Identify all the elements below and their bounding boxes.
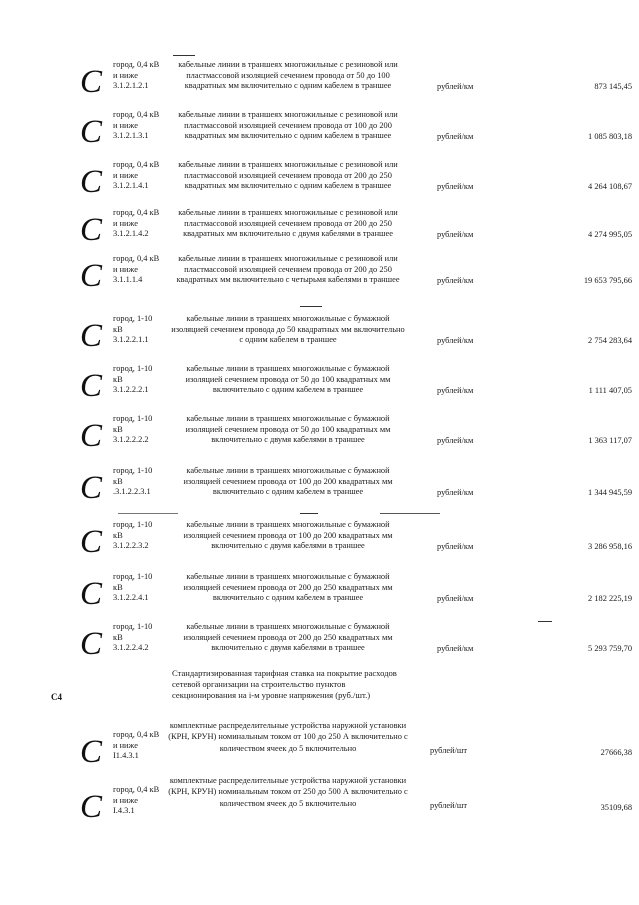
scan-line xyxy=(173,55,195,56)
work-description: кабельные линии в траншеях многожильные с резиновой или пластмассовой изоляцией сечением провода от 100 до 200 квадратных мм включительно с одним кабелем в траншее xyxy=(178,110,398,141)
rate-symbol: C xyxy=(80,470,103,506)
scan-line xyxy=(380,513,440,514)
voltage-level-code: город, 1-10 кВ 3.1.2.2.2.2 xyxy=(113,414,153,444)
voltage-level-code: город, 1-10 кВ 3.1.2.2.1.1 xyxy=(113,314,153,344)
work-description: кабельные линии в траншеях многожильные с бумажной изоляцией сечением провода от 200 до 250 квадратных мм включительно с одним кабелем в траншее xyxy=(183,572,393,603)
unit-label: рублей/км xyxy=(437,488,474,497)
unit-label: рублей/км xyxy=(437,644,474,653)
unit-label: рублей/км xyxy=(437,594,474,603)
rate-symbol: C xyxy=(80,114,103,150)
voltage-level-code: город, 1-10 кВ 3.1.2.2.4.1 xyxy=(113,572,153,602)
unit-label: рублей/шт xyxy=(430,801,468,810)
unit-label: рублей/км xyxy=(437,436,474,445)
rate-value: 2 182 225,19 xyxy=(588,594,632,603)
rate-symbol: C xyxy=(80,524,103,560)
scan-line xyxy=(300,306,322,307)
rate-value: 1 085 803,18 xyxy=(588,132,632,141)
rate-value: 1 363 117,07 xyxy=(588,436,632,445)
rate-value: 1 344 945,59 xyxy=(588,488,632,497)
unit-label: рублей/км xyxy=(437,230,474,239)
voltage-level-code: город, 0,4 кВ и ниже 3.1.2.1.4.2 xyxy=(113,208,160,238)
rate-value: 4 264 108,67 xyxy=(588,182,632,191)
section-heading: Стандартизированная тарифная ставка на покрытие расходов сетевой организации на строительство пунктов секционирования на i-м уровне напряжения (руб./шт.) xyxy=(172,668,397,700)
rate-symbol: C xyxy=(80,318,103,354)
rate-symbol: C xyxy=(80,368,103,404)
rate-value: 3 286 958,16 xyxy=(588,542,632,551)
rate-value: 35109,68 xyxy=(600,803,632,812)
work-description: кабельные линии в траншеях многожильные с резиновой или пластмассовой изоляцией сечением провода от 200 до 250 квадратных мм включительно с двумя кабелями в траншее xyxy=(178,208,398,239)
work-description: кабельные линии в траншеях многожильные с бумажной изоляцией сечением провода от 50 до 100 квадратных мм включительно с двумя кабелями в траншее xyxy=(185,414,391,445)
work-description: комплектные распределительные устройства наружной установки (КРН, КРУН) номинальным током от 250 до 500 А включительно с количеством ячеек до 5 включительно xyxy=(168,776,408,808)
unit-label: рублей/км xyxy=(437,182,474,191)
rate-symbol: C xyxy=(80,734,103,770)
unit-label: рублей/км xyxy=(437,276,474,285)
work-description: кабельные линии в траншеях многожильные с бумажной изоляцией сечением провода от 100 до 200 квадратных мм включительно с двумя кабелями в траншее xyxy=(183,520,393,551)
work-description: кабельные линии в траншеях многожильные с бумажной изоляцией сечением провода от 200 до 250 квадратных мм включительно с двумя кабелями в траншее xyxy=(183,622,393,653)
rate-symbol: C xyxy=(80,576,103,612)
scan-line xyxy=(118,513,178,514)
voltage-level-code: город, 0,4 кВ и ниже I1.4.3.1 xyxy=(113,730,160,760)
rate-symbol: C xyxy=(80,64,103,100)
voltage-level-code: город, 0,4 кВ и ниже 3.1.1.1.4 xyxy=(113,254,160,284)
unit-label: рублей/км xyxy=(437,336,474,345)
rate-value: 4 274 995,05 xyxy=(588,230,632,239)
rate-symbol: C xyxy=(80,789,103,825)
voltage-level-code: город, 1-10 кВ .3.1.2.2.3.1 xyxy=(113,466,153,496)
voltage-level-code: город, 1-10 кВ 3.1.2.2.4.2 xyxy=(113,622,153,652)
rate-value: 873 145,45 xyxy=(594,82,632,91)
rate-value: 19 653 795,66 xyxy=(583,276,632,285)
unit-label: рублей/км xyxy=(437,542,474,551)
rate-symbol: C xyxy=(80,258,103,294)
voltage-level-code: город, 0,4 кВ и ниже 3.1.2.1.3.1 xyxy=(113,110,160,140)
work-description: кабельные линии в траншеях многожильные с бумажной изоляцией сечением провода от 100 до 200 квадратных мм включительно с одним кабелем в траншее xyxy=(183,466,393,497)
work-description: кабельные линии в траншеях многожильные с резиновой или пластмассовой изоляцией сечением провода от 50 до 100 квадратных мм включительно с одним кабелем в траншее xyxy=(178,60,398,91)
work-description: кабельные линии в траншеях многожильные с резиновой или пластмассовой изоляцией сечением провода от 200 до 250 квадратных мм включительно с одним кабелем в траншее xyxy=(178,160,398,191)
unit-label: рублей/км xyxy=(437,132,474,141)
rate-value: 1 111 407,05 xyxy=(588,386,632,395)
rate-value: 27666,38 xyxy=(600,748,632,757)
rate-value: 2 754 283,64 xyxy=(588,336,632,345)
voltage-level-code: город, 1-10 кВ 3.1.2.2.2.1 xyxy=(113,364,153,394)
unit-label: рублей/км xyxy=(437,82,474,91)
rate-symbol: C xyxy=(80,626,103,662)
work-description: кабельные линии в траншеях многожильные с резиновой или пластмассовой изоляцией сечением провода от 200 до 250 квадратных мм включительно с четырьмя кабелями в траншее xyxy=(176,254,400,285)
rate-symbol: C xyxy=(80,418,103,454)
scan-line xyxy=(538,621,552,622)
rate-value: 5 293 759,70 xyxy=(588,644,632,653)
voltage-level-code: город, 0,4 кВ и ниже 3.1.2.1.2.1 xyxy=(113,60,160,90)
work-description: кабельные линии в траншеях многожильные с бумажной изоляцией сечением провода от 50 до 100 квадратных мм включительно с одним кабелем в траншее xyxy=(185,364,391,395)
rate-symbol: C xyxy=(80,212,103,248)
work-description: кабельные линии в траншеях многожильные с бумажной изоляцией сечением провода до 50 квадратных мм включительно с одним кабелем в траншее xyxy=(171,314,405,345)
voltage-level-code: город, 0,4 кВ и ниже 3.1.2.1.4.1 xyxy=(113,160,160,190)
voltage-level-code: город, 1-10 кВ 3.1.2.2.3.2 xyxy=(113,520,153,550)
section-code: C4 xyxy=(51,692,62,702)
voltage-level-code: город, 0,4 кВ и ниже I.4.3.1 xyxy=(113,785,160,815)
unit-label: рублей/км xyxy=(437,386,474,395)
unit-label: рублей/шт xyxy=(430,746,468,755)
rate-symbol: C xyxy=(80,164,103,200)
scan-line xyxy=(300,513,318,514)
work-description: комплектные распределительные устройства наружной установки (КРН, КРУН) номинальным током от 100 до 250 А включительно с количеством ячеек до 5 включительно xyxy=(168,721,408,753)
